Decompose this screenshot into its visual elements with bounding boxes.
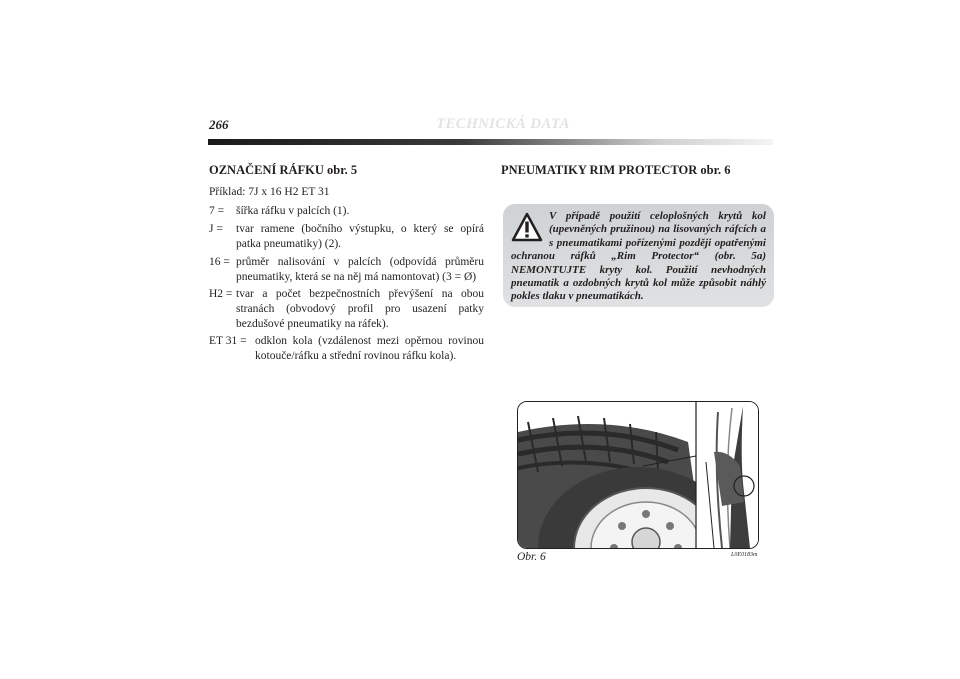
figure-code: L0E0183m <box>731 552 758 558</box>
definition-text: tvar a počet bezpečnostních převýšení na obou stranách (obvodový profil pro usazení patky bezdušové pneumatiky na ráfek). <box>236 288 484 330</box>
definition-item <box>209 255 484 285</box>
definition-text: tvar ramene (bočního výstupku, o který se opírá patka pneumatiky) (2). <box>236 223 484 250</box>
definition-item <box>209 204 484 219</box>
definition-item <box>209 334 484 364</box>
definition-text: průměr nalisování v palcích (odpovídá průměru pneumatiky, která se na něj má namontovat) (3 = Ø) <box>236 256 484 283</box>
rim-protector-heading: PNEUMATIKY RIM PROTECTOR obr. 6 <box>501 163 731 177</box>
definition-label: J = <box>209 223 223 235</box>
warning-text: V případě použití celoplošných krytů kol (upevněných pružinou) na lisovaných ráfcích a s pneumatikami pořízenými později opatřenými ochranou ráfků „Rim Protector“ (obr. 5a) NEMONTUJTE kryty kol. Použití nevhodných pneumatik a ozdobných krytů kol může způsobit náhlý pokles tlaku v pneumatikách. <box>511 210 766 303</box>
definition-label: H2 = <box>209 288 233 300</box>
example-line: Příklad: 7J x 16 H2 ET 31 <box>209 186 330 198</box>
definition-text: odklon kola (vzdálenost mezi opěrnou rovinou kotouče/ráfku a střední rovinou ráfku kola). <box>255 335 484 362</box>
definition-item <box>209 222 484 252</box>
definition-text: šířka ráfku v palcích (1). <box>236 205 350 217</box>
tire-figure <box>517 401 759 549</box>
definition-label: ET 31 = <box>209 335 247 347</box>
figure-caption: Obr. 6 <box>517 551 546 563</box>
warning-note <box>511 210 766 304</box>
rim-marking-heading: OZNAČENÍ RÁFKU obr. 5 <box>209 163 358 177</box>
header-rule <box>208 139 773 145</box>
section-title: TECHNICKÁ DATA <box>436 116 570 132</box>
definition-label: 16 = <box>209 256 230 268</box>
tire-illustration <box>518 402 758 548</box>
page-number: 266 <box>209 117 229 132</box>
definition-label: 7 = <box>209 205 225 217</box>
warning-triangle-icon <box>511 212 543 242</box>
definition-item <box>209 287 484 332</box>
